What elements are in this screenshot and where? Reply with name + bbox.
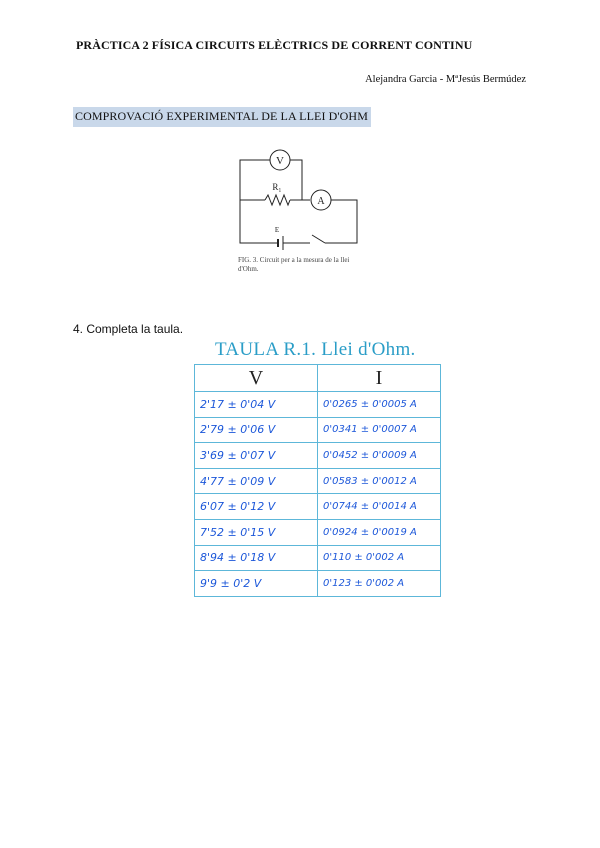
table-row (195, 392, 441, 418)
header-v: V (195, 365, 318, 392)
cell-current: 0'0744 ± 0'0014 A (318, 494, 441, 520)
cell-current: 0'0265 ± 0'0005 A (318, 392, 441, 418)
ammeter-label: A (317, 196, 325, 207)
table-row (195, 519, 441, 545)
cell-voltage: 6'07 ± 0'12 V (195, 494, 318, 520)
table-title: TAULA R.1. Llei d'Ohm. (215, 339, 416, 360)
table-row (195, 571, 441, 597)
header-i: I (318, 365, 441, 392)
cell-voltage: 9'9 ± 0'2 V (195, 571, 318, 597)
document-title: PRÀCTICA 2 FÍSICA CIRCUITS ELÈCTRICS DE CORRENT CONTINU (76, 38, 473, 52)
cell-current: 0'0583 ± 0'0012 A (318, 468, 441, 494)
table-row (195, 494, 441, 520)
ohm-table (194, 364, 441, 597)
cell-voltage: 4'77 ± 0'09 V (195, 468, 318, 494)
figure-caption (238, 256, 349, 274)
table-row (195, 545, 441, 571)
table-row (195, 417, 441, 443)
cell-voltage: 2'79 ± 0'06 V (195, 417, 318, 443)
cell-voltage: 8'94 ± 0'18 V (195, 545, 318, 571)
resistor-symbol (265, 195, 290, 205)
table-header-row (195, 365, 441, 392)
section-heading: COMPROVACIÓ EXPERIMENTAL DE LA LLEI D'OHM (73, 107, 371, 127)
cell-current: 0'0924 ± 0'0019 A (318, 519, 441, 545)
cell-current: 0'110 ± 0'002 A (318, 545, 441, 571)
switch-symbol (312, 235, 325, 243)
table-row (195, 468, 441, 494)
circuit-diagram (230, 140, 365, 255)
question-text: 4. Completa la taula. (73, 322, 184, 336)
cell-voltage: 2'17 ± 0'04 V (195, 392, 318, 418)
battery-label: E (274, 226, 280, 234)
voltmeter-label: V (276, 155, 284, 167)
table-row (195, 443, 441, 469)
cell-voltage: 3'69 ± 0'07 V (195, 443, 318, 469)
resistor-label: R₁ (272, 182, 282, 192)
cell-current: 0'0341 ± 0'0007 A (318, 417, 441, 443)
authors-line: Alejandra Garcia - MªJesús Bermúdez (365, 74, 526, 85)
cell-current: 0'123 ± 0'002 A (318, 571, 441, 597)
cell-voltage: 7'52 ± 0'15 V (195, 519, 318, 545)
figure-caption-line1: FIG. 3. Circuit per a la mesura de la llei (238, 256, 350, 264)
cell-current: 0'0452 ± 0'0009 A (318, 443, 441, 469)
figure-caption-line2: d'Ohm. (238, 265, 259, 273)
